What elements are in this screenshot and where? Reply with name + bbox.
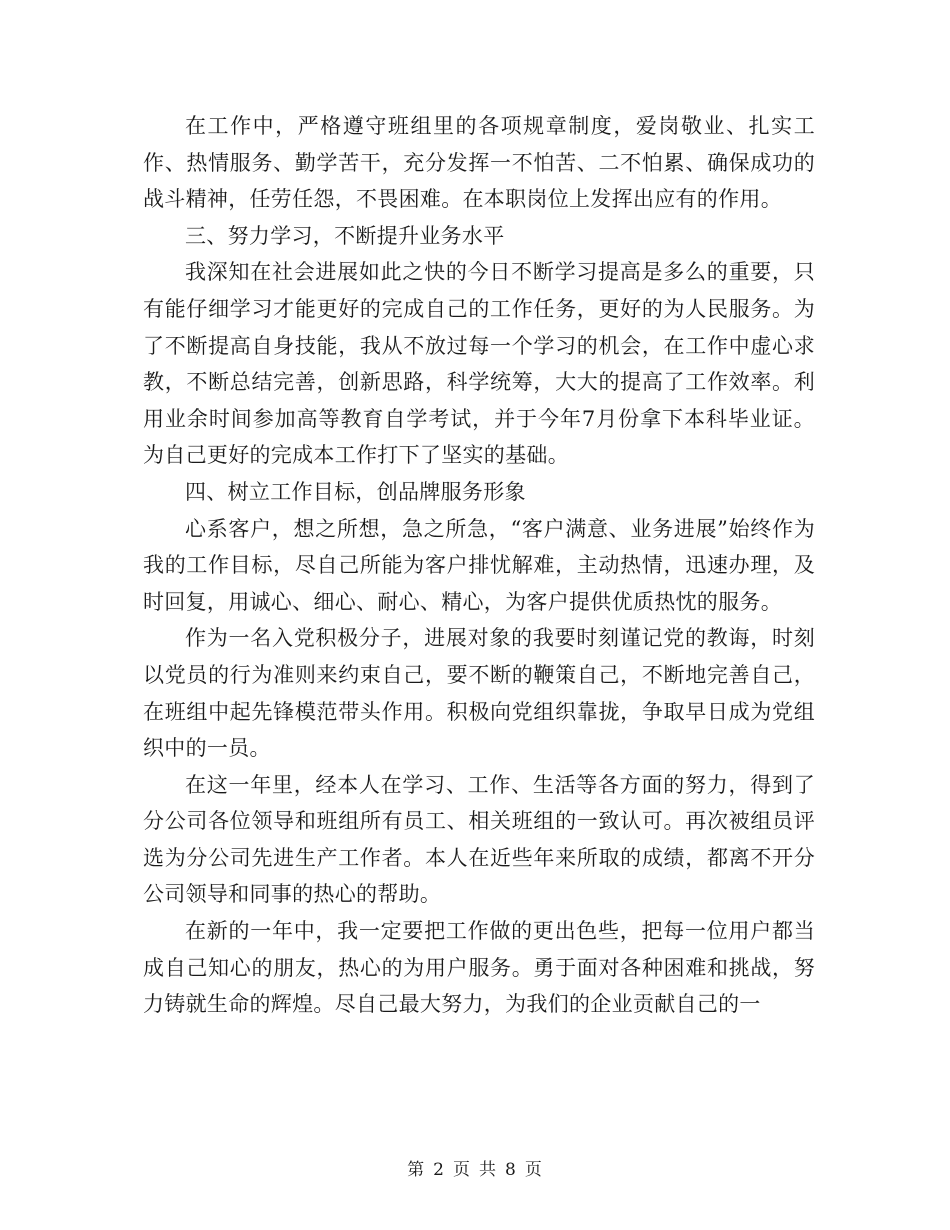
paragraph-study: 我深知在社会进展如此之快的今日不断学习提高是多么的重要，只有能仔细学习才能更好的完成自己的工作任务，更好的为人民服务。为了不断提高自身技能，我从不放过每一个学习的机会，在工作中虚心求教，不断总结完善，创新思路，科学统筹，大大的提高了工作效率。利用业余时间参加高等教育自学考试，并于今年7月份拿下本科毕业证。为自己更好的完成本工作打下了坚实的基础。 (143, 260, 815, 468)
paragraph-party: 作为一名入党积极分子，进展对象的我要时刻谨记党的教诲，时刻以党员的行为准则来约束自己，要不断的鞭策自己，不断地完善自己，在班组中起先锋模范带头作用。积极向党组织靠拢，争取早日成为党组织中的一员。 (143, 626, 815, 761)
page-footer (0, 1155, 950, 1180)
paragraph-new-year: 在新的一年中，我一定要把工作做的更出色些，把每一位用户都当成自己知心的朋友，热心的为用户服务。勇于面对各种困难和挑战，努力铸就生命的辉煌。尽自己最大努力，为我们的企业贡献自己的一 (143, 919, 815, 1017)
paragraph-year-review: 在这一年里，经本人在学习、工作、生活等各方面的努力，得到了分公司各位领导和班组所有员工、相关班组的一致认可。再次被组员评选为分公司先进生产工作者。本人在近些年来所取的成绩，都离不开分公司领导和同事的热心的帮助。 (143, 772, 815, 907)
footer-total-word: 共 (479, 1160, 497, 1180)
paragraph-work-attitude: 在工作中，严格遵守班组里的各项规章制度，爱岗敬业、扎实工作、热情服务、勤学苦干，充分发挥一不怕苦、二不怕累、确保成功的战斗精神，任劳任怨，不畏困难。在本职岗位上发挥出应有的作用。 (143, 114, 815, 212)
paragraph-customers: 心系客户，想之所想，急之所急，“客户满意、业务进展”始终作为我的工作目标，尽自己所能为客户排忧解难，主动热情，迅速办理，及时回复，用诚心、细心、耐心、精心，为客户提供优质热忱的服务。 (143, 516, 815, 614)
footer-prefix: 第 (407, 1160, 426, 1180)
footer-suffix: 页 (524, 1160, 543, 1180)
section-heading-study: 三、努力学习，不断提升业务水平 (185, 223, 505, 248)
footer-current-page: 2 (433, 1160, 445, 1180)
section-heading-goals: 四、树立工作目标，创品牌服务形象 (185, 479, 526, 504)
footer-total-pages: 8 (505, 1160, 517, 1180)
document-body (143, 108, 815, 1023)
footer-page-word: 页 (453, 1160, 471, 1180)
